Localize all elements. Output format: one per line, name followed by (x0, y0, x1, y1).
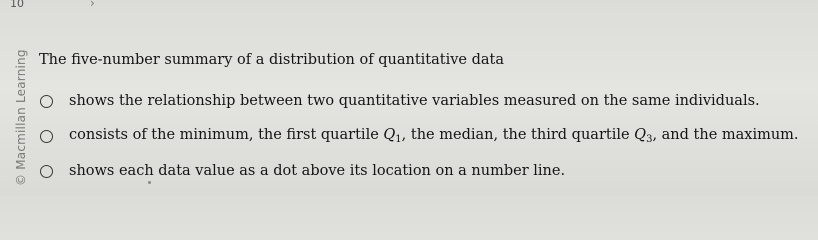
decorative-dot (148, 181, 151, 184)
question-stem: The five-number summary of a distribution of quantitative data (39, 52, 504, 68)
option-label: shows each data value as a dot above its location on a number line. (69, 163, 566, 179)
answer-option-1[interactable] (40, 90, 760, 112)
top-strip (0, 0, 818, 12)
radio-button[interactable] (40, 95, 53, 108)
q1-symbol: Q (383, 127, 396, 143)
radio-button[interactable] (40, 130, 53, 143)
question-number: 10 (10, 0, 24, 10)
answer-option-3[interactable] (40, 160, 565, 182)
copyright-watermark: © Macmillan Learning (14, 49, 28, 186)
option-label: consists of the minimum, the first quartile $Q_1$, the median, the third quartile $Q_3$, and the maximum. (69, 127, 799, 145)
q3-symbol: Q (634, 127, 647, 143)
q1-subscript: 1 (395, 134, 402, 145)
answer-option-2[interactable] (40, 125, 799, 147)
radio-button[interactable] (40, 165, 53, 178)
option-label: shows the relationship between two quantitative variables measured on the same individuals. (69, 93, 760, 109)
chevron-right-icon[interactable]: › (90, 0, 95, 10)
q3-subscript: 3 (646, 134, 653, 145)
